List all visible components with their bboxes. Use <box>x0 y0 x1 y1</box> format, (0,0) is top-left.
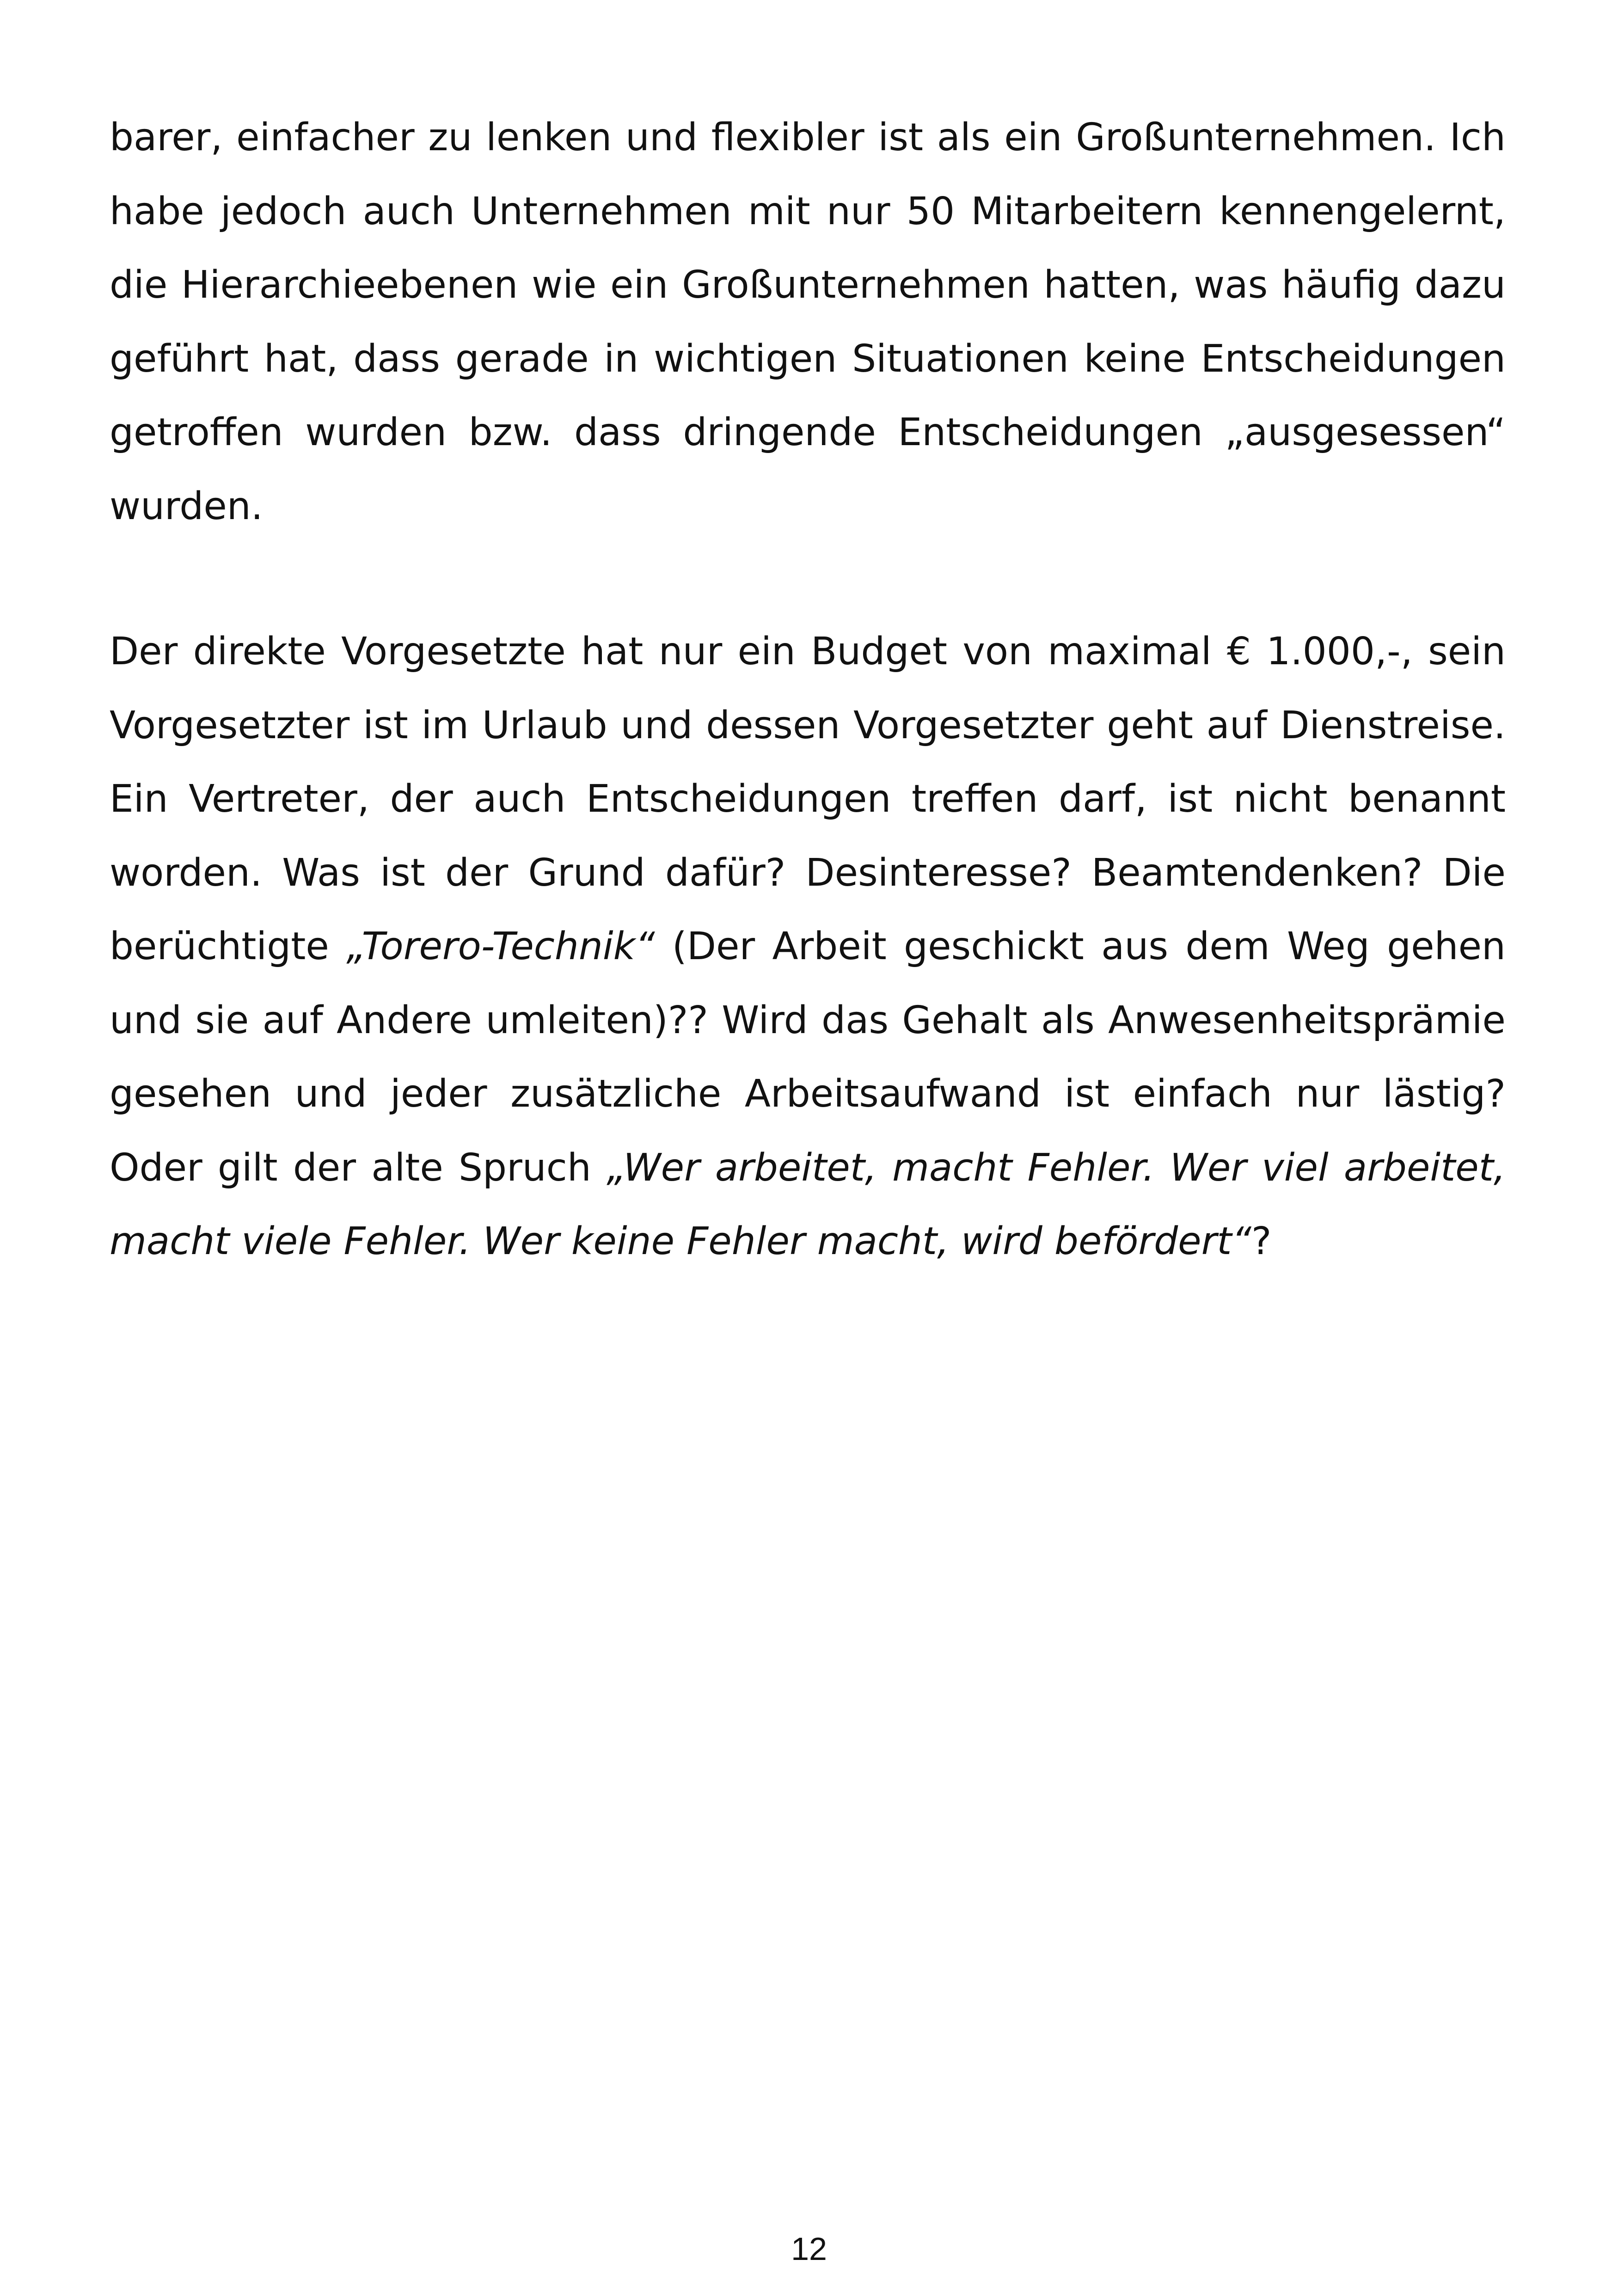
page-number: 12 <box>791 2231 827 2267</box>
paragraph-2 <box>110 615 1506 1279</box>
torero-technik-emphasis: „Torero-Technik“ <box>346 925 655 968</box>
paragraph-2-part-3: ? <box>1251 1219 1272 1263</box>
paragraph-1 <box>110 101 1506 543</box>
paragraph-2-part-2: (Der Arbeit geschickt aus dem Weg gehen und sie auf Andere umleiten)?? Wird das Gehalt als Anwesenheitsprämie gesehen und jeder zusätzliche Arbeitsaufwand ist einfach nur lästig? Oder gilt der alte Spruch <box>110 925 1506 1190</box>
paragraph-1-text: barer, einfacher zu lenken und flexibler ist als ein Großunternehmen. Ich habe jedoch auch Unternehmen mit nur 50 Mitarbeitern kennengelernt, die Hierarchieebenen wie ein Großunternehmen hatten, was häufig dazu geführt hat, dass gerade in wichtigen Situationen keine Entscheidungen getroffen wurden bzw. dass dringende Entscheidungen „ausgesessen“ wurden. <box>110 116 1506 528</box>
saying-emphasis: „Wer arbeitet, macht Fehler. Wer viel arbeitet, macht viele Fehler. Wer keine Fehler macht, wird befördert“ <box>110 1145 1506 1263</box>
paragraph-2-part-1: Der direkte Vorgesetzte hat nur ein Budget von maximal € 1.000,-, sein Vorgesetzter ist im Urlaub und dessen Vorgesetzter geht auf Dienstreise. Ein Vertreter, der auch Entscheidungen treffen darf, ist nicht benannt worden. Was ist der Grund dafür? Desinteresse? Beamtendenken? Die berüchtigte <box>110 630 1506 968</box>
paragraph-2-text <box>110 615 1506 1279</box>
